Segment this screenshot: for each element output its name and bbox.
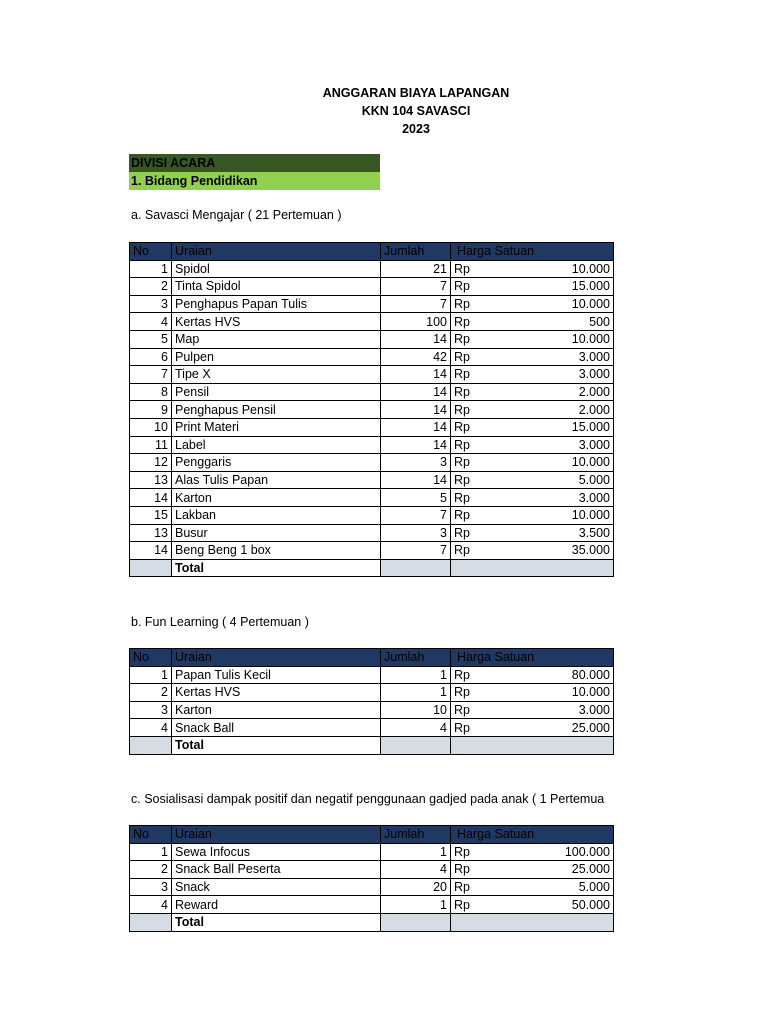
table-row <box>130 418 614 436</box>
price-cell <box>454 384 610 400</box>
row-qty: 14 <box>381 401 451 419</box>
row-item: Busur <box>172 524 381 542</box>
currency-label: Rp <box>454 844 470 859</box>
division-label: DIVISI ACARA <box>129 154 380 172</box>
row-price <box>451 896 614 914</box>
price-value: 5.000 <box>578 473 610 488</box>
price-cell <box>454 314 610 330</box>
total-row <box>130 736 614 754</box>
currency-label: Rp <box>454 455 470 470</box>
row-item: Spidol <box>172 260 381 278</box>
table-row <box>130 366 614 384</box>
header-uraian: Uraian <box>172 826 381 844</box>
price-value: 10.000 <box>571 261 610 276</box>
row-no: 2 <box>130 684 172 702</box>
currency-label: Rp <box>454 314 470 329</box>
currency-label: Rp <box>454 261 470 276</box>
section-a-title: a. Savasci Mengajar ( 21 Pertemuan ) <box>131 208 342 222</box>
row-qty: 14 <box>381 366 451 384</box>
row-no: 1 <box>130 260 172 278</box>
row-qty: 5 <box>381 489 451 507</box>
total-no-cell <box>130 736 172 754</box>
row-price <box>451 383 614 401</box>
currency-label: Rp <box>454 685 470 700</box>
total-no-cell <box>130 913 172 931</box>
section-b-table <box>129 648 614 755</box>
price-cell <box>454 667 610 683</box>
row-price <box>451 861 614 879</box>
price-cell <box>454 261 610 277</box>
row-no: 4 <box>130 719 172 737</box>
price-value: 3.000 <box>578 367 610 382</box>
header-harga-satuan: Harga Satuan <box>451 243 614 261</box>
total-price-cell <box>451 913 614 931</box>
price-value: 10.000 <box>571 297 610 312</box>
title-line-2: KKN 104 SAVASCI <box>361 104 471 118</box>
currency-label: Rp <box>454 703 470 718</box>
row-no: 14 <box>130 489 172 507</box>
section-b-title: b. Fun Learning ( 4 Pertemuan ) <box>131 615 309 629</box>
price-value: 10.000 <box>571 455 610 470</box>
price-value: 5.000 <box>578 880 610 895</box>
row-item: Snack Ball <box>172 719 381 737</box>
row-price <box>451 313 614 331</box>
row-qty: 3 <box>381 524 451 542</box>
row-item: Tinta Spidol <box>172 278 381 296</box>
row-qty: 7 <box>381 506 451 524</box>
section-c-table <box>129 825 614 932</box>
section-c-title: c. Sosialisasi dampak positif dan negatif penggunaan gadjed pada anak ( 1 Pertemua <box>131 792 605 806</box>
currency-label: Rp <box>454 420 470 435</box>
table-row <box>130 401 614 419</box>
currency-label: Rp <box>454 897 470 912</box>
table-row <box>130 330 614 348</box>
table-row <box>130 896 614 914</box>
row-no: 10 <box>130 418 172 436</box>
row-price <box>451 348 614 366</box>
row-qty: 1 <box>381 684 451 702</box>
currency-label: Rp <box>454 525 470 540</box>
table-row <box>130 383 614 401</box>
row-price <box>451 878 614 896</box>
total-price-cell <box>451 736 614 754</box>
total-label: Total <box>172 559 381 577</box>
row-price <box>451 701 614 719</box>
price-value: 3.000 <box>578 437 610 452</box>
row-qty: 4 <box>381 861 451 879</box>
row-qty: 7 <box>381 278 451 296</box>
row-price <box>451 506 614 524</box>
row-no: 13 <box>130 471 172 489</box>
row-item: Label <box>172 436 381 454</box>
price-cell <box>454 702 610 718</box>
title-line-3: 2023 <box>402 122 430 136</box>
header-jumlah: Jumlah <box>381 649 451 667</box>
row-item: Alas Tulis Papan <box>172 471 381 489</box>
row-no: 6 <box>130 348 172 366</box>
row-qty: 20 <box>381 878 451 896</box>
price-cell <box>454 402 610 418</box>
price-cell <box>454 897 610 913</box>
price-value: 15.000 <box>571 279 610 294</box>
currency-label: Rp <box>454 349 470 364</box>
row-qty: 100 <box>381 313 451 331</box>
table-row <box>130 701 614 719</box>
table-header-row <box>130 649 614 667</box>
row-qty: 14 <box>381 471 451 489</box>
row-qty: 4 <box>381 719 451 737</box>
price-value: 35.000 <box>571 543 610 558</box>
row-no: 3 <box>130 878 172 896</box>
table-row <box>130 489 614 507</box>
currency-label: Rp <box>454 880 470 895</box>
row-no: 7 <box>130 366 172 384</box>
row-no: 4 <box>130 896 172 914</box>
row-qty: 7 <box>381 295 451 313</box>
row-no: 2 <box>130 861 172 879</box>
row-price <box>451 260 614 278</box>
row-qty: 7 <box>381 542 451 560</box>
price-cell <box>454 454 610 470</box>
price-cell <box>454 437 610 453</box>
header-uraian: Uraian <box>172 243 381 261</box>
row-price <box>451 719 614 737</box>
total-label: Total <box>172 736 381 754</box>
price-cell <box>454 366 610 382</box>
price-value: 3.000 <box>578 349 610 364</box>
price-value: 10.000 <box>571 332 610 347</box>
price-value: 3.000 <box>578 703 610 718</box>
price-value: 2.000 <box>578 402 610 417</box>
total-label: Total <box>172 913 381 931</box>
row-qty: 14 <box>381 418 451 436</box>
currency-label: Rp <box>454 385 470 400</box>
price-cell <box>454 349 610 365</box>
total-qty-cell <box>381 736 451 754</box>
row-qty: 42 <box>381 348 451 366</box>
row-item: Print Materi <box>172 418 381 436</box>
table-row <box>130 684 614 702</box>
price-value: 3.000 <box>578 490 610 505</box>
currency-label: Rp <box>454 332 470 347</box>
table-header-row <box>130 826 614 844</box>
price-value: 3.500 <box>578 525 610 540</box>
price-cell <box>454 472 610 488</box>
row-no: 3 <box>130 701 172 719</box>
price-cell <box>454 296 610 312</box>
row-no: 3 <box>130 295 172 313</box>
row-no: 8 <box>130 383 172 401</box>
title-line-1: ANGGARAN BIAYA LAPANGAN <box>322 86 510 100</box>
table-row <box>130 471 614 489</box>
price-value: 500 <box>589 314 610 329</box>
row-item: Penghapus Pensil <box>172 401 381 419</box>
row-price <box>451 524 614 542</box>
table-row <box>130 436 614 454</box>
row-item: Penggaris <box>172 454 381 472</box>
table-row <box>130 843 614 861</box>
row-item: Karton <box>172 701 381 719</box>
row-no: 1 <box>130 666 172 684</box>
row-price <box>451 684 614 702</box>
row-price <box>451 278 614 296</box>
row-qty: 1 <box>381 896 451 914</box>
document-title <box>0 84 768 138</box>
header-harga-satuan: Harga Satuan <box>451 826 614 844</box>
table-row <box>130 719 614 737</box>
price-value: 10.000 <box>571 685 610 700</box>
row-item: Karton <box>172 489 381 507</box>
header-uraian: Uraian <box>172 649 381 667</box>
row-item: Reward <box>172 896 381 914</box>
table-header-row <box>130 243 614 261</box>
currency-label: Rp <box>454 297 470 312</box>
row-qty: 10 <box>381 701 451 719</box>
currency-label: Rp <box>454 543 470 558</box>
header-no: No <box>130 243 172 261</box>
row-item: Lakban <box>172 506 381 524</box>
row-no: 15 <box>130 506 172 524</box>
table-row <box>130 295 614 313</box>
row-price <box>451 843 614 861</box>
row-price <box>451 542 614 560</box>
price-value: 50.000 <box>571 897 610 912</box>
row-qty: 14 <box>381 383 451 401</box>
row-no: 1 <box>130 843 172 861</box>
currency-label: Rp <box>454 508 470 523</box>
row-price <box>451 666 614 684</box>
price-cell <box>454 490 610 506</box>
row-price <box>451 330 614 348</box>
price-value: 2.000 <box>578 385 610 400</box>
row-qty: 1 <box>381 666 451 684</box>
row-no: 4 <box>130 313 172 331</box>
row-qty: 21 <box>381 260 451 278</box>
table-row <box>130 313 614 331</box>
table-row <box>130 454 614 472</box>
row-no: 9 <box>130 401 172 419</box>
row-no: 13 <box>130 524 172 542</box>
currency-label: Rp <box>454 473 470 488</box>
row-qty: 14 <box>381 436 451 454</box>
row-no: 14 <box>130 542 172 560</box>
total-row <box>130 913 614 931</box>
price-cell <box>454 720 610 736</box>
price-value: 100.000 <box>564 844 610 859</box>
row-no: 12 <box>130 454 172 472</box>
currency-label: Rp <box>454 862 470 877</box>
header-no: No <box>130 649 172 667</box>
row-item: Pulpen <box>172 348 381 366</box>
row-item: Pensil <box>172 383 381 401</box>
price-value: 25.000 <box>571 862 610 877</box>
table-row <box>130 861 614 879</box>
price-cell <box>454 525 610 541</box>
header-harga-satuan: Harga Satuan <box>451 649 614 667</box>
table-row <box>130 506 614 524</box>
row-item: Tipe X <box>172 366 381 384</box>
currency-label: Rp <box>454 490 470 505</box>
table-row <box>130 878 614 896</box>
total-qty-cell <box>381 559 451 577</box>
price-cell <box>454 844 610 860</box>
total-price-cell <box>451 559 614 577</box>
table-row <box>130 524 614 542</box>
row-qty: 3 <box>381 454 451 472</box>
row-item: Snack <box>172 878 381 896</box>
price-value: 25.000 <box>571 720 610 735</box>
price-cell <box>454 879 610 895</box>
row-item: Kertas HVS <box>172 684 381 702</box>
row-item: Kertas HVS <box>172 313 381 331</box>
header-jumlah: Jumlah <box>381 826 451 844</box>
row-item: Beng Beng 1 box <box>172 542 381 560</box>
row-item: Snack Ball Peserta <box>172 861 381 879</box>
total-qty-cell <box>381 913 451 931</box>
row-item: Sewa Infocus <box>172 843 381 861</box>
row-item: Penghapus Papan Tulis <box>172 295 381 313</box>
currency-label: Rp <box>454 402 470 417</box>
price-cell <box>454 278 610 294</box>
currency-label: Rp <box>454 437 470 452</box>
section-a-table <box>129 242 614 577</box>
currency-label: Rp <box>454 279 470 294</box>
table-row <box>130 348 614 366</box>
row-price <box>451 366 614 384</box>
price-cell <box>454 542 610 558</box>
row-qty: 1 <box>381 843 451 861</box>
row-price <box>451 436 614 454</box>
row-no: 2 <box>130 278 172 296</box>
price-cell <box>454 684 610 700</box>
currency-label: Rp <box>454 720 470 735</box>
row-item: Map <box>172 330 381 348</box>
table-row <box>130 260 614 278</box>
table-row <box>130 542 614 560</box>
table-row <box>130 666 614 684</box>
row-price <box>451 418 614 436</box>
table-row <box>130 278 614 296</box>
row-price <box>451 489 614 507</box>
price-cell <box>454 331 610 347</box>
total-no-cell <box>130 559 172 577</box>
price-value: 80.000 <box>571 667 610 682</box>
total-row <box>130 559 614 577</box>
row-price <box>451 295 614 313</box>
price-cell <box>454 507 610 523</box>
row-price <box>451 401 614 419</box>
field-label: 1. Bidang Pendidikan <box>129 172 380 190</box>
header-jumlah: Jumlah <box>381 243 451 261</box>
currency-label: Rp <box>454 667 470 682</box>
row-price <box>451 471 614 489</box>
row-no: 5 <box>130 330 172 348</box>
row-qty: 14 <box>381 330 451 348</box>
price-value: 10.000 <box>571 508 610 523</box>
header-no: No <box>130 826 172 844</box>
row-price <box>451 454 614 472</box>
price-cell <box>454 861 610 877</box>
currency-label: Rp <box>454 367 470 382</box>
row-item: Papan Tulis Kecil <box>172 666 381 684</box>
price-value: 15.000 <box>571 420 610 435</box>
row-no: 11 <box>130 436 172 454</box>
price-cell <box>454 419 610 435</box>
